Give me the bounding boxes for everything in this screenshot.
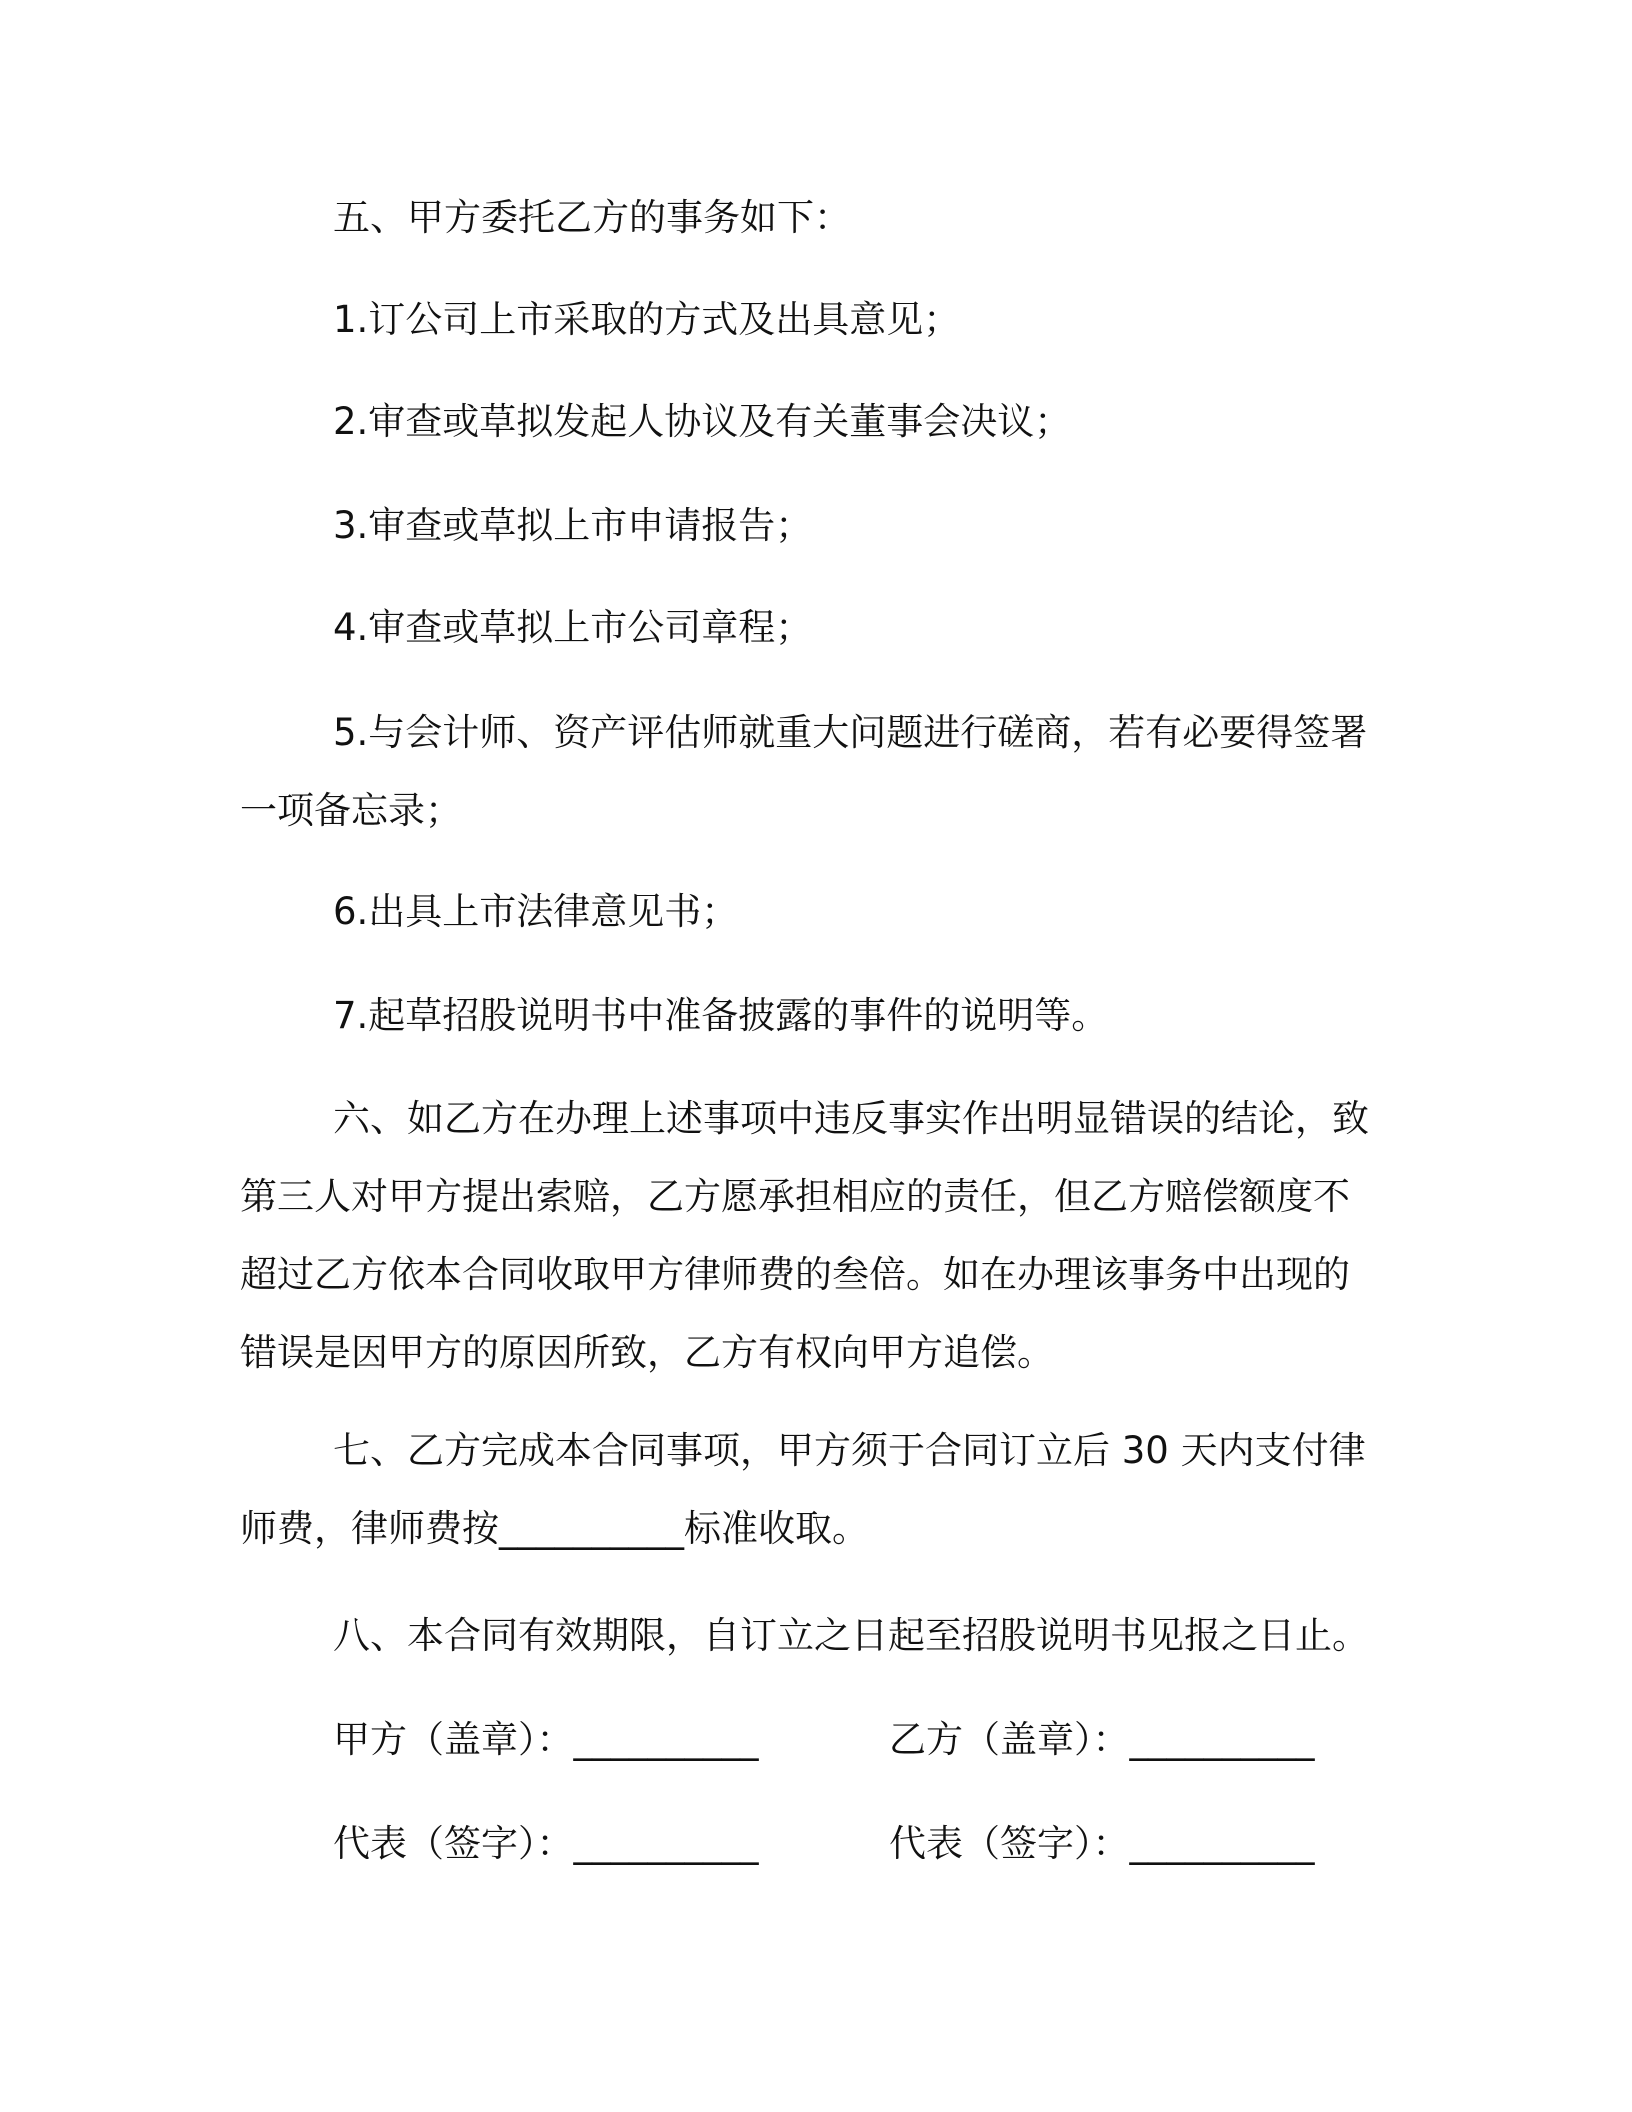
section-8-paragraph: 八、本合同有效期限，自订立之日起至招股说明书见报之日止。 xyxy=(333,1614,1369,1657)
list-item-1: 1.订公司上市采取的方式及出具意见； xyxy=(333,298,961,341)
section-7-paragraph: 七、乙方完成本合同事项，甲方须于合同订立后 30 天内支付律师费，律师费按__________标准收取。 xyxy=(240,1429,1366,1550)
list-item-5: 5.与会计师、资产评估师就重大问题进行磋商，若有必要得签署一项备忘录； xyxy=(240,711,1368,832)
party-a-seal-line: 甲方（盖章）：__________ xyxy=(333,1718,759,1761)
section-5-heading: 五、甲方委托乙方的事务如下： xyxy=(333,196,851,239)
list-item-2: 2.审查或草拟发起人协议及有关董事会决议； xyxy=(333,400,1072,443)
party-a-rep-line: 代表（签字）：__________ xyxy=(333,1822,759,1865)
list-item-7: 7.起草招股说明书中准备披露的事件的说明等。 xyxy=(333,994,1109,1037)
list-item-3: 3.审查或草拟上市申请报告； xyxy=(333,504,813,547)
list-item-4: 4.审查或草拟上市公司章程； xyxy=(333,606,813,649)
party-b-rep-line: 代表（签字）：__________ xyxy=(889,1822,1315,1865)
section-6-paragraph: 六、如乙方在办理上述事项中违反事实作出明显错误的结论，致第三人对甲方提出索赔，乙方愿承担相应的责任，但乙方赔偿额度不超过乙方依本合同收取甲方律师费的叁倍。如在办理该事务中出现的错误是因甲方的原因所致，乙方有权向甲方追偿。 xyxy=(240,1097,1369,1374)
party-b-seal-line: 乙方（盖章）：__________ xyxy=(889,1718,1315,1761)
list-item-6: 6.出具上市法律意见书； xyxy=(333,890,739,933)
